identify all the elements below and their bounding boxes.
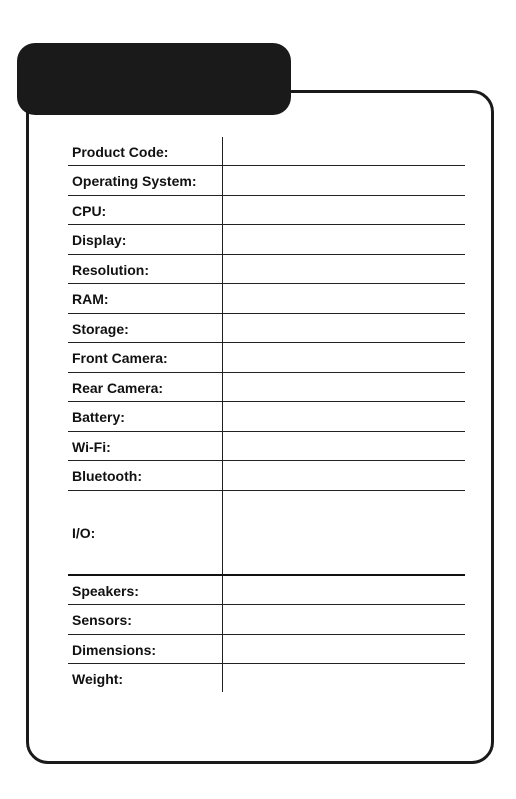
- spec-value[interactable]: [223, 605, 465, 634]
- spec-row: [68, 491, 465, 576]
- spec-row: [68, 137, 465, 166]
- spec-label: Front Camera:: [68, 343, 223, 372]
- spec-label: Sensors:: [68, 605, 223, 634]
- spec-row: [68, 402, 465, 432]
- spec-label: Wi-Fi:: [68, 432, 223, 460]
- spec-row: [68, 255, 465, 284]
- spec-label: RAM:: [68, 284, 223, 313]
- spec-row: [68, 166, 465, 196]
- spec-label: CPU:: [68, 196, 223, 224]
- spec-label: Weight:: [68, 664, 223, 692]
- spec-label: Operating System:: [68, 166, 223, 195]
- spec-row: [68, 284, 465, 314]
- spec-value[interactable]: [223, 166, 465, 195]
- spec-row: [68, 635, 465, 664]
- spec-row: [68, 576, 465, 605]
- spec-label: Product Code:: [68, 137, 223, 165]
- spec-value[interactable]: [223, 432, 465, 460]
- spec-row: [68, 461, 465, 491]
- spec-label: Speakers:: [68, 576, 223, 604]
- spec-row: [68, 373, 465, 402]
- spec-label: Resolution:: [68, 255, 223, 283]
- spec-value[interactable]: [223, 664, 465, 692]
- spec-row: [68, 314, 465, 343]
- spec-label: I/O:: [68, 491, 223, 574]
- spec-table: [68, 137, 465, 692]
- spec-value[interactable]: [223, 576, 465, 604]
- spec-value[interactable]: [223, 373, 465, 401]
- spec-value[interactable]: [223, 225, 465, 254]
- spec-label: Dimensions:: [68, 635, 223, 663]
- spec-label: Storage:: [68, 314, 223, 342]
- spec-value[interactable]: [223, 635, 465, 663]
- spec-label: Rear Camera:: [68, 373, 223, 401]
- spec-row: [68, 432, 465, 461]
- spec-value[interactable]: [223, 461, 465, 490]
- header-tab: [17, 43, 291, 115]
- spec-value[interactable]: [223, 284, 465, 313]
- spec-row: [68, 225, 465, 255]
- spec-value[interactable]: [223, 343, 465, 372]
- spec-row: [68, 664, 465, 692]
- spec-label: Bluetooth:: [68, 461, 223, 490]
- spec-row: [68, 196, 465, 225]
- spec-label: Battery:: [68, 402, 223, 431]
- spec-value[interactable]: [223, 255, 465, 283]
- spec-value[interactable]: [223, 491, 465, 574]
- spec-value[interactable]: [223, 137, 465, 165]
- spec-value[interactable]: [223, 314, 465, 342]
- spec-value[interactable]: [223, 402, 465, 431]
- spec-value[interactable]: [223, 196, 465, 224]
- spec-label: Display:: [68, 225, 223, 254]
- spec-row: [68, 605, 465, 635]
- spec-row: [68, 343, 465, 373]
